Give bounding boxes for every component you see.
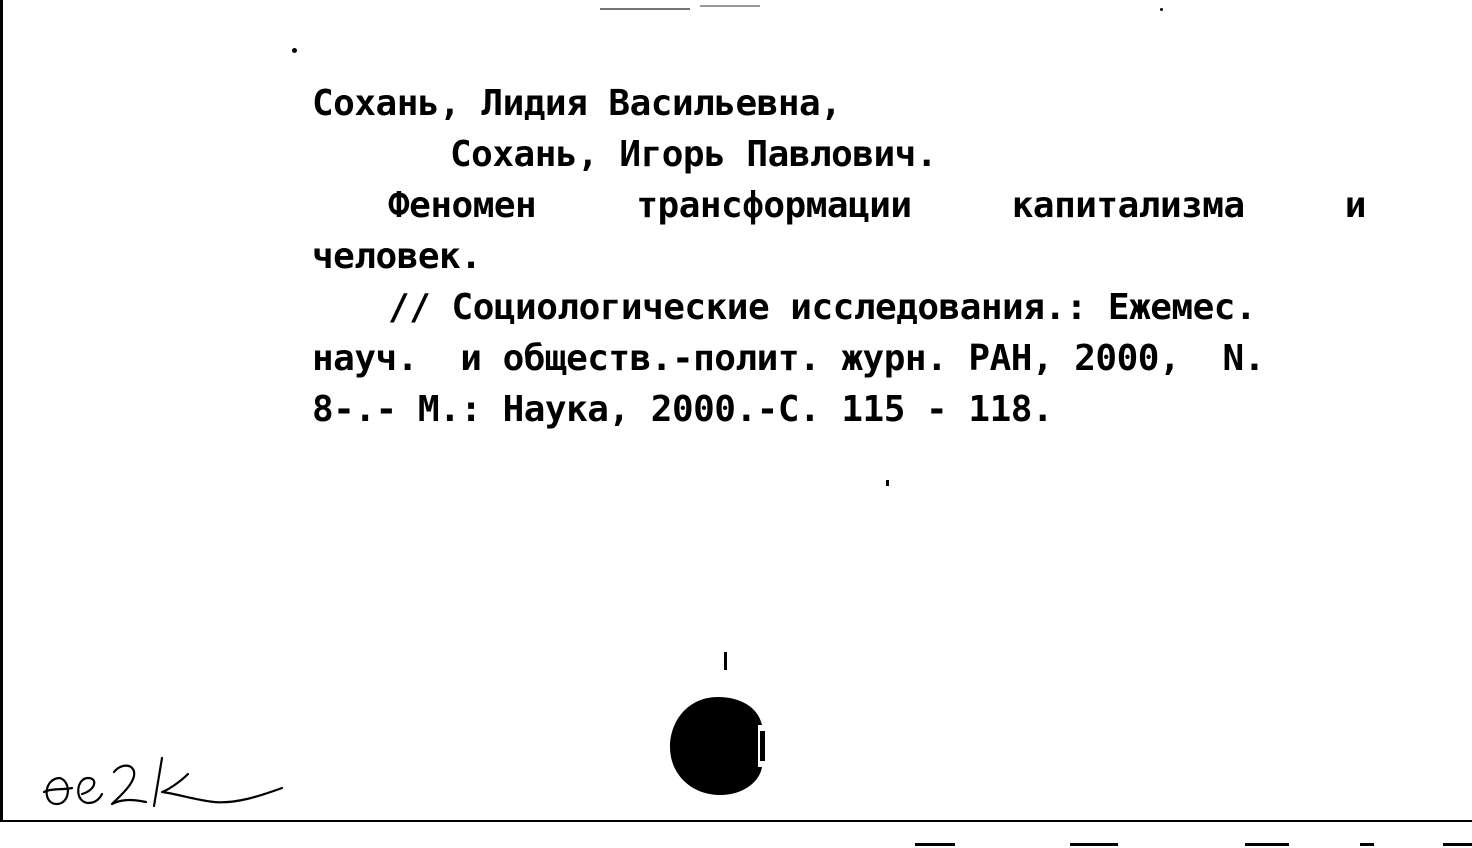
card-bottom-border [0, 820, 1472, 822]
title-word: трансформации [636, 185, 912, 226]
source-line1: // Социологические исследования.: Ежемес. [388, 287, 1257, 328]
speck [1160, 8, 1163, 11]
speck [700, 5, 760, 7]
scan-mark [915, 843, 955, 846]
speck [292, 48, 297, 53]
author-secondary: Сохань, Игорь Павлович. [450, 134, 937, 175]
punch-hole-icon [668, 695, 780, 799]
source-line3: 8-.- М.: Наука, 2000.-С. 115 - 118. [312, 389, 1054, 430]
speck [724, 652, 727, 670]
article-title-line1 [312, 180, 1366, 231]
handwritten-call-number [38, 748, 288, 818]
title-word: Феномен [388, 185, 537, 226]
source-line2: науч. и обществ.-полит. журн. РАН, 2000, N. [312, 338, 1265, 379]
author-primary: Сохань, Лидия Васильевна, [312, 83, 842, 124]
scan-mark [1360, 843, 1374, 846]
article-title-line2: человек. [312, 236, 482, 277]
title-word: и [1344, 185, 1366, 226]
bibliographic-entry [312, 78, 1372, 435]
title-word: капитализма [1011, 185, 1245, 226]
scan-mark [1070, 843, 1118, 846]
scan-mark [1245, 843, 1289, 846]
speck [600, 8, 690, 10]
speck [886, 480, 889, 486]
card-left-border [0, 0, 3, 820]
scan-mark [1443, 843, 1472, 846]
